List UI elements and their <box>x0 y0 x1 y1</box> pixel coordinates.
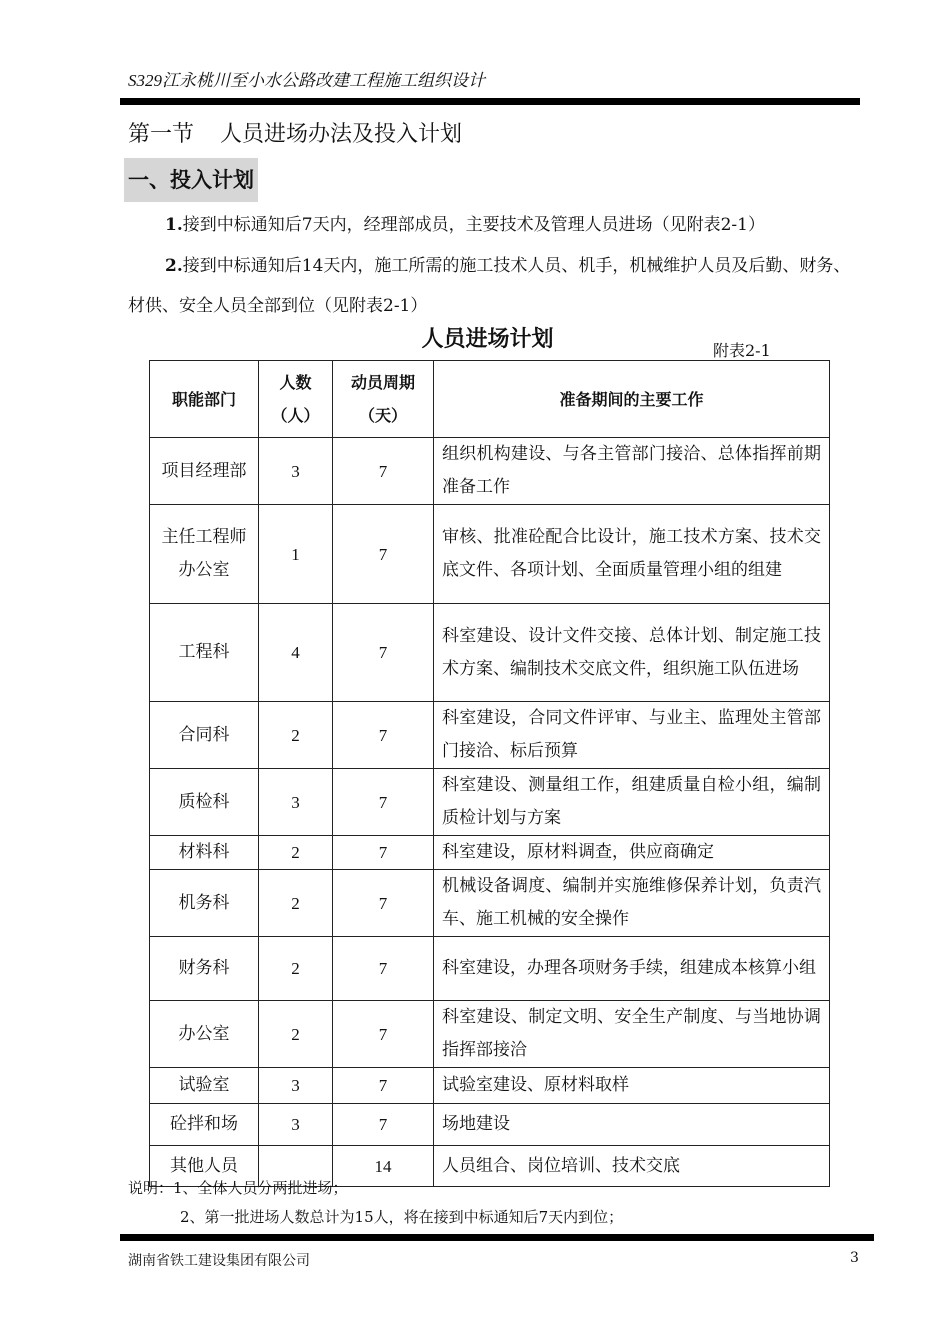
cell-dept: 砼拌和场 <box>150 1104 259 1146</box>
cell-people: 3 <box>259 1104 333 1146</box>
table-row <box>150 769 830 836</box>
header-people-unit: （人） <box>271 406 320 425</box>
paragraph-number: 2. <box>165 256 183 276</box>
cell-people: 1 <box>259 505 333 604</box>
table-row <box>150 702 830 769</box>
header-people-label: 人数 <box>279 373 312 392</box>
cell-people: 3 <box>259 769 333 836</box>
table-row <box>150 836 830 870</box>
cell-dept: 主任工程师办公室 <box>150 505 259 604</box>
cell-work: 科室建设、制定文明、安全生产制度、与当地协调指挥部接洽 <box>434 1001 830 1068</box>
cell-days: 7 <box>333 870 434 937</box>
header-rule <box>120 98 860 105</box>
cell-dept: 合同科 <box>150 702 259 769</box>
cell-days: 7 <box>333 604 434 702</box>
cell-work: 人员组合、岗位培训、技术交底 <box>434 1146 830 1187</box>
paragraph-text: 接到中标通知后7天内，经理部成员，主要技术及管理人员进场（见附表2-1） <box>182 215 765 235</box>
header-period-unit: （天） <box>358 406 407 425</box>
cell-work: 审核、批准砼配合比设计，施工技术方案、技术交底文件、各项计划、全面质量管理小组的组建 <box>434 505 830 604</box>
table-reference: 附表2-1 <box>713 341 771 360</box>
cell-dept: 其他人员 <box>150 1146 259 1187</box>
cell-people: 3 <box>259 438 333 505</box>
cell-days: 14 <box>333 1146 434 1187</box>
document-header-title: S329江永桃川至小水公路改建工程施工组织设计 <box>128 71 485 90</box>
cell-people: 2 <box>259 1001 333 1068</box>
cell-work: 科室建设，合同文件评审、与业主、监理处主管部门接洽、标后预算 <box>434 702 830 769</box>
cell-work: 场地建设 <box>434 1104 830 1146</box>
cell-dept: 试验室 <box>150 1068 259 1104</box>
cell-days: 7 <box>333 505 434 604</box>
header-period-label: 动员周期 <box>350 373 415 392</box>
subheading: 一、投入计划 <box>124 158 258 202</box>
cell-dept: 项目经理部 <box>150 438 259 505</box>
cell-work: 科室建设，原材料调查，供应商确定 <box>434 836 830 870</box>
cell-days: 7 <box>333 836 434 870</box>
paragraph-1 <box>128 205 853 245</box>
footer-rule <box>120 1234 874 1241</box>
cell-work: 机械设备调度、编制并实施维修保养计划，负责汽车、施工机械的安全操作 <box>434 870 830 937</box>
cell-people: 4 <box>259 604 333 702</box>
cell-people: 2 <box>259 937 333 1001</box>
paragraph-2 <box>128 246 853 326</box>
table-row <box>150 604 830 702</box>
table-row <box>150 937 830 1001</box>
table-header-row <box>150 361 830 438</box>
cell-dept: 财务科 <box>150 937 259 1001</box>
cell-days: 7 <box>333 769 434 836</box>
header-work: 准备期间的主要工作 <box>434 361 830 438</box>
header-dept: 职能部门 <box>150 361 259 438</box>
section-title <box>128 117 462 148</box>
table-title: 人员进场计划 <box>421 327 554 352</box>
cell-work: 科室建设、设计文件交接、总体计划、制定施工技术方案、编制技术交底文件，组织施工队伍进场 <box>434 604 830 702</box>
table-row <box>150 870 830 937</box>
table-row <box>150 1104 830 1146</box>
table-row <box>150 1001 830 1068</box>
cell-dept: 材料科 <box>150 836 259 870</box>
cell-work: 试验室建设、原材料取样 <box>434 1068 830 1104</box>
cell-dept: 机务科 <box>150 870 259 937</box>
cell-work: 组织机构建设、与各主管部门接洽、总体指挥前期准备工作 <box>434 438 830 505</box>
cell-people: 2 <box>259 836 333 870</box>
cell-days: 7 <box>333 1001 434 1068</box>
note-1: 说明：1、全体人员分两批进场； <box>128 1179 348 1197</box>
paragraph-number: 1. <box>165 215 183 235</box>
note-2: 2、第一批进场人数总计为15人，将在接到中标通知后7天内到位； <box>180 1208 624 1226</box>
cell-people: 2 <box>259 870 333 937</box>
cell-days: 7 <box>333 1104 434 1146</box>
cell-dept: 质检科 <box>150 769 259 836</box>
table-row <box>150 505 830 604</box>
cell-work: 科室建设，办理各项财务手续，组建成本核算小组 <box>434 937 830 1001</box>
cell-days: 7 <box>333 438 434 505</box>
header-people <box>259 361 333 438</box>
personnel-plan-table <box>149 360 830 1187</box>
cell-days: 7 <box>333 1068 434 1104</box>
cell-people: 2 <box>259 702 333 769</box>
cell-days: 7 <box>333 702 434 769</box>
cell-work: 科室建设、测量组工作，组建质量自检小组，编制质检计划与方案 <box>434 769 830 836</box>
footer-company: 湖南省铁工建设集团有限公司 <box>128 1253 310 1269</box>
section-name: 人员进场办法及投入计划 <box>220 122 463 147</box>
section-number: 第一节 <box>128 122 195 147</box>
cell-dept: 办公室 <box>150 1001 259 1068</box>
cell-days: 7 <box>333 937 434 1001</box>
cell-people: 3 <box>259 1068 333 1104</box>
cell-dept: 工程科 <box>150 604 259 702</box>
header-period <box>333 361 434 438</box>
page-number: 3 <box>850 1250 859 1266</box>
table-row <box>150 438 830 505</box>
paragraph-text: 接到中标通知后14天内，施工所需的施工技术人员、机手，机械维护人员及后勤、财务、材供、安全人员全部到位（见附表2-1） <box>128 256 851 316</box>
table-row <box>150 1068 830 1104</box>
